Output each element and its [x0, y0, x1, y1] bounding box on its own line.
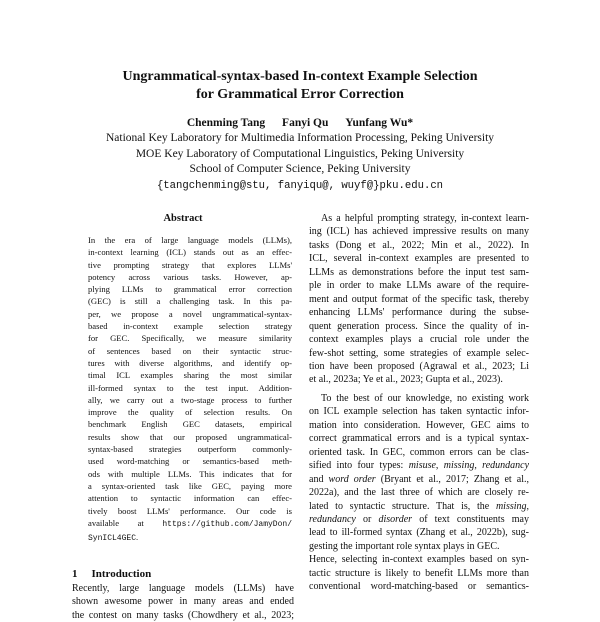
- abstract-line: tively boost LLMs' performance. Our code is: [88, 505, 292, 516]
- body-line: context examples plays a crucial role under the: [309, 334, 529, 346]
- abstract-heading: Abstract: [163, 213, 203, 224]
- author-name: Yunfang Wu*: [345, 117, 414, 129]
- abstract-line: benchmark English GEC datasets, empirical: [88, 419, 292, 430]
- body-text-fragment: lated to syntactic structure. That is, the: [309, 500, 496, 512]
- abstract-line: a syntax-oriented task like GEC, paying more: [88, 480, 292, 491]
- abstract-code-suffix: .: [136, 532, 139, 543]
- abstract-code-line: [88, 531, 292, 545]
- body-line: ICL, several in-context examples are presented to: [309, 253, 529, 265]
- section-number: 1: [72, 568, 78, 580]
- author-email: {tangchenming@stu, fanyiqu@, wuyf@}pku.edu.cn: [156, 179, 444, 192]
- body-line: gesting the important role syntax plays in GEC.: [309, 540, 500, 552]
- body-line: conventional word-matching-based or semantics-: [309, 581, 529, 593]
- body-line: on ICL example selection has taken syntactic infor-: [309, 406, 529, 418]
- abstract-line: attention to syntactic information can effec-: [88, 493, 292, 504]
- error-type-term: misuse: [408, 460, 436, 472]
- abstract-code-line: [88, 517, 292, 531]
- affiliation-line: School of Computer Science, Peking University: [189, 163, 411, 176]
- affiliation-line: MOE Key Laboratory of Computational Linguistics, Peking University: [135, 147, 465, 160]
- body-line: As a helpful prompting strategy, in-context learn-: [321, 213, 529, 224]
- error-type-term: redundancy: [309, 513, 356, 525]
- intro-line: shown awesome power in many areas and ended: [72, 596, 294, 608]
- abstract-line: plying LLMs to grammatical error correction: [88, 284, 292, 295]
- abstract-line: In the era of large language models (LLMs),: [88, 235, 292, 245]
- abstract-line: per, we propose a novel ungrammatical-syntax-: [88, 308, 292, 319]
- right-column-body: [309, 212, 529, 594]
- paper-title-line-1: Ungrammatical-syntax-based In-context Example Selection: [122, 69, 478, 84]
- body-line: enhancing LLMs' performance during the subse-: [309, 307, 529, 319]
- introduction-body: [72, 582, 294, 622]
- body-line: tactic structure is likely to benefit LLMs more than: [309, 567, 529, 579]
- paper-title: [40, 68, 560, 104]
- body-line: sified into four types: misuse, missing, redundancy: [309, 460, 529, 472]
- body-line: correct grammatical errors and is a typical syntax-: [309, 433, 529, 445]
- abstract-code-prefix: available at: [88, 517, 163, 528]
- abstract-line: (GEC) is still a challenging task. In this pa-: [88, 296, 292, 307]
- error-type-term: disorder: [378, 513, 413, 525]
- body-line: quent generation process. Since the quality of in-: [309, 320, 529, 332]
- abstract-line: used word-matching or semantics-based meth-: [88, 456, 292, 467]
- abstract-line: potency across various tasks. However, ap-: [88, 271, 292, 282]
- code-url-link[interactable]: SynICL4GEC: [88, 534, 137, 544]
- error-type-term: word order: [328, 473, 376, 485]
- error-type-term: missing: [495, 500, 527, 512]
- abstract-line: ods with multiple LLMs. This indicates that for: [88, 468, 292, 479]
- abstract-line: tive prompting strategy that explores LLMs': [88, 259, 292, 270]
- body-line: To the best of our knowledge, no existing work: [321, 392, 529, 404]
- intro-line: Recently, large language models (LLMs) have: [72, 583, 294, 594]
- body-line: lead to ill-formed syntax (Zhang et al., 2022b), sug-: [309, 527, 529, 539]
- body-text-fragment: or: [355, 513, 379, 525]
- author-name: Fanyi Qu: [282, 117, 329, 129]
- body-line: LLMs as demonstrations before the input test sam-: [309, 266, 529, 278]
- abstract-line: ally, we carry out a two-stage process to further: [88, 394, 292, 405]
- paper-title-line-2: for Grammatical Error Correction: [196, 87, 404, 102]
- body-line: ment and output format of the specific task, thereby: [309, 293, 529, 305]
- affiliation-line: National Key Laboratory for Multimedia Information Processing, Peking University: [105, 132, 495, 144]
- abstract-line: of sentences based on their syntactic struc-: [88, 345, 292, 356]
- error-type-term: redundancy: [482, 460, 529, 472]
- body-line: et al., 2023a; Ye et al., 2023; Gupta et al., 2023).: [309, 374, 503, 386]
- body-line: tasks (Dong et al., 2022; Min et al., 2022). In: [309, 239, 529, 251]
- body-line: tion have been proposed (Agrawal et al., 2023; Li: [309, 360, 529, 372]
- body-line: mation into consideration. However, GEC aims to: [309, 419, 529, 431]
- body-text-fragment: of text constituents may: [412, 513, 529, 525]
- body-line: Hence, selecting in-context examples based on syn-: [309, 554, 529, 566]
- body-line: ing (ICL) has achieved impressive results on many: [309, 226, 529, 238]
- code-url-link[interactable]: https://github.com/JamyDon/: [162, 519, 292, 529]
- body-line: lated to syntactic structure. That is, the missing,: [309, 500, 529, 512]
- author-name: Chenming Tang: [186, 117, 266, 129]
- intro-line: the contest on many tasks (Chowdhery et al., 2023;: [72, 609, 294, 621]
- affiliations: [40, 131, 560, 194]
- section-title: Introduction: [91, 568, 152, 580]
- body-text-fragment: and: [309, 473, 329, 485]
- abstract-line: tures with diverse algorithms, and identify op-: [88, 357, 292, 368]
- body-line: [309, 513, 529, 526]
- abstract-body: [88, 234, 292, 545]
- body-line: [309, 473, 529, 486]
- abstract-line: ill-formed syntax to the test input. Addition-: [88, 382, 292, 393]
- body-text-fragment: (Bryant et al., 2017; Zhang et al.,: [375, 473, 529, 485]
- abstract-line: in-context learning (ICL) stands out as an effec-: [88, 247, 292, 258]
- abstract-line: based in-context example selection strategy: [88, 321, 292, 332]
- body-text-fragment: sified into four types:: [309, 460, 409, 472]
- abstract-line: results show that our proposed ungrammatical-: [88, 431, 292, 442]
- body-line: ple in order to make LLMs aware of the require-: [309, 280, 529, 292]
- section-heading-introduction: [72, 568, 151, 581]
- abstract-line: for GEC. Specifically, we measure similarity: [88, 333, 292, 344]
- body-line: oriented task. In GEC, common errors can be clas-: [309, 446, 529, 458]
- body-line: 2022a), and the last three of which are closely re-: [309, 487, 529, 499]
- abstract-line: timal ICL examples sharing the most similar: [88, 370, 292, 381]
- body-line: few-shot setting, some strategies of example selec-: [309, 347, 529, 359]
- error-type-term: missing: [443, 460, 475, 472]
- abstract-line: improve the quality of selection results. On: [88, 407, 292, 418]
- author-list: [40, 116, 560, 130]
- abstract-line: syntax-based strategies outperform commonly-: [88, 444, 292, 455]
